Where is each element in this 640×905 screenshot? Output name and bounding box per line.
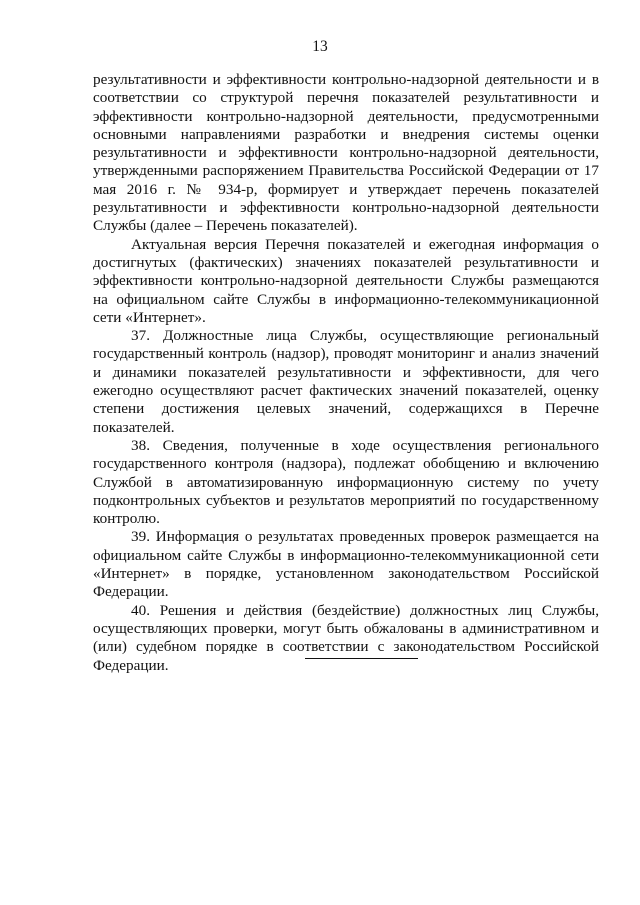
- paragraph-continuation: результативности и эффективности контрольно-надзорной деятельности и в соответствии со структурой перечня показателей результативности и эффективности контрольно-надзорной деятельности, предусмотренными основными направлениями разработки и внедрения системы оценки результативности и эффективности контрольно-надзорной деятельности, утвержденными распоряжением Правительства Российской Федерации от 17 мая 2016 г. № 934-р, формирует и утверждает перечень показателей результативности и эффективности контрольно-надзорной деятельности Службы (далее – Перечень показателей).: [93, 71, 599, 235]
- paragraph-39: 39. Информация о результатах проведенных проверок размещается на официальном сайте Службы в информационно-телекоммуникационной сети «Интернет» в порядке, установленном законодательством Российской Федерации.: [93, 528, 599, 601]
- paragraph-38: 38. Сведения, полученные в ходе осуществления регионального государственного контроля (надзора), подлежат обобщению и включению Службой в автоматизированную информационную систему по учету подконтрольных субъектов и результатов мероприятий по государственному контролю.: [93, 436, 599, 528]
- document-body: [93, 71, 599, 675]
- end-separator-line: [305, 658, 418, 659]
- paragraph-37: 37. Должностные лица Службы, осуществляющие региональный государственный контроль (надзор), проводят мониторинг и анализ значений и динамики показателей результативности и эффективности, для чего ежегодно осуществляют расчет фактических значений показателей, оценку степени достижения целевых значений, содержащихся в Перечне показателей.: [93, 327, 599, 436]
- paragraph-40: 40. Решения и действия (бездействие) должностных лиц Службы, осуществляющих проверки, могут быть обжалованы в административном и (или) судебном порядке в соответствии с законодательством Российской Федерации.: [93, 601, 599, 674]
- page-number: 13: [312, 38, 328, 55]
- paragraph-current-version: Актуальная версия Перечня показателей и ежегодная информация о достигнутых (фактических) значениях показателей результативности и эффективности контрольно-надзорной деятельности Службы размещаются на официальном сайте Службы в информационно-телекоммуникационной сети «Интернет».: [93, 235, 599, 326]
